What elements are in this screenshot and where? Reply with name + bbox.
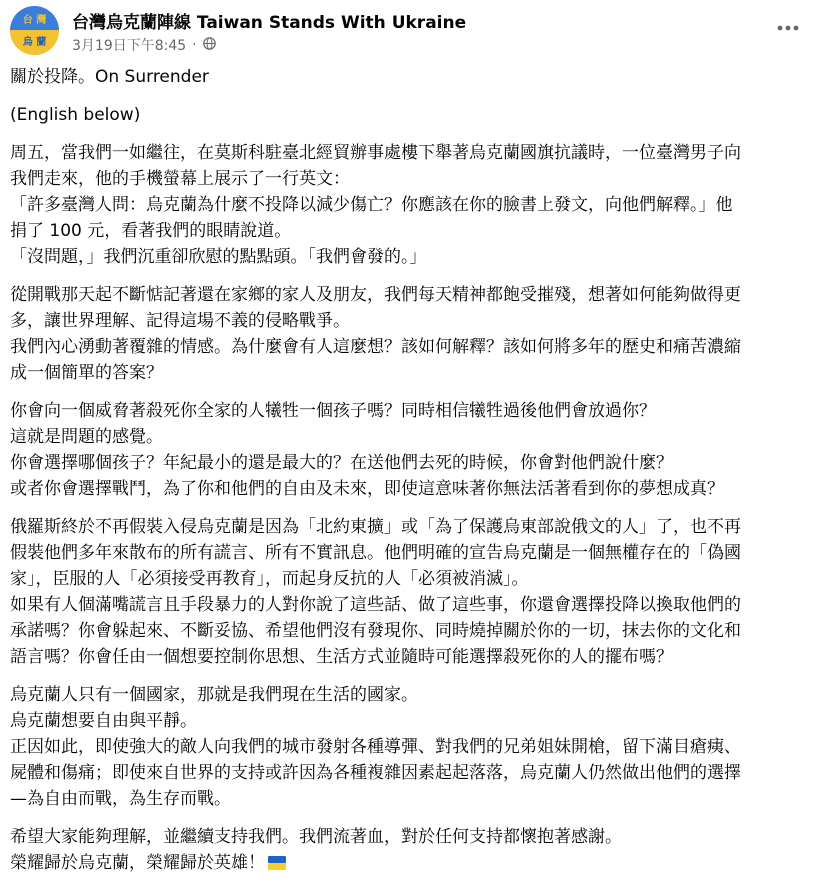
page-avatar[interactable]: [10, 6, 59, 55]
post-text-line: —為自由而戰，為生存而戰。: [10, 789, 231, 809]
post-text-line: 屍體和傷痛；即使來自世界的支持或許因為各種複雜因素起起落落，烏克蘭人仍然做出他們的選擇: [10, 763, 741, 783]
post-paragraph: [10, 64, 816, 90]
post-text-line: 捐了 100 元，看著我們的眼睛說道。: [10, 221, 292, 241]
post-text-line: 周五，當我們一如繼往，在莫斯科駐臺北經貿辦事處樓下舉著烏克蘭國旗抗議時，一位臺灣男子向: [10, 143, 741, 163]
post-text-line: 正因如此，即使強大的敵人向我們的城市發射各種導彈、對我們的兄弟姐妹開槍，留下滿目瘡痍、: [10, 737, 741, 757]
post-text-line: 多，讓世界理解、記得這場不義的侵略戰爭。: [10, 311, 350, 331]
post-text-line: 家」，臣服的人「必須接受再教育」，而起身反抗的人「必須被消滅」。: [10, 569, 529, 589]
post-text-line: 成一個簡單的答案？: [10, 363, 163, 383]
post-meta: [72, 35, 216, 55]
post-body: [10, 64, 816, 891]
post-text-line-with-flag: [10, 850, 816, 879]
post-text-line: 榮耀歸於烏克蘭，榮耀歸於英雄！: [10, 853, 265, 873]
post-text-line: 烏克蘭想要自由與平靜。: [10, 711, 197, 731]
post-text-line: 如果有人個滿嘴謊言且手段暴力的人對你說了這些話、做了這些事，你還會選擇投降以換取他們的: [10, 595, 741, 615]
post-text-line: 俄羅斯終於不再假裝入侵烏克蘭是因為「北約東擴」或「為了保護烏東部說俄文的人」了，也不再: [10, 517, 741, 537]
post-text-line: 從開戰那天起不斷惦記著還在家鄉的家人及朋友，我們每天精神都飽受摧殘，想著如何能夠做得更: [10, 285, 741, 305]
globe-icon[interactable]: [203, 37, 216, 54]
more-options-icon: [777, 25, 799, 31]
post-text-line: 我們走來，他的手機螢幕上展示了一行英文：: [10, 169, 350, 189]
post-paragraph: [10, 824, 816, 879]
post-timestamp[interactable]: 3月19日下午8:45: [72, 38, 187, 54]
post-text-line: 這就是問題的感覺。: [10, 427, 163, 447]
post-header: [10, 6, 812, 58]
avatar-bottom-text: 烏 蘭: [22, 37, 47, 48]
page-name-link[interactable]: 台灣烏克蘭陣線 Taiwan Stands With Ukraine: [72, 13, 467, 33]
post-text-line: 烏克蘭人只有一個國家，那就是我們現在生活的國家。: [10, 685, 418, 705]
post-text-line: 你會向一個威脅著殺死你全家的人犧牲一個孩子嗎？同時相信犧牲過後他們會放過你？: [10, 401, 656, 421]
post-paragraph: [10, 398, 816, 502]
post-text-line: 承諾嗎？你會躲起來、不斷妥協、希望他們沒有發現你、同時燒掉關於你的一切，抹去你的文化和: [10, 621, 741, 641]
post-paragraph: [10, 140, 816, 270]
post-text-line: 語言嗎？你會任由一個想要控制你思想、生活方式並隨時可能選擇殺死你的人的擺布嗎？: [10, 647, 673, 667]
post-paragraph: [10, 514, 816, 670]
post-text-line: (English below): [10, 105, 141, 125]
post-paragraph: [10, 682, 816, 812]
more-options-button[interactable]: [770, 10, 806, 46]
post-text-line: 我們內心湧動著覆雜的情感。為什麼會有人這麼想？該如何解釋？該如何將多年的歷史和痛苦濃縮: [10, 337, 741, 357]
avatar-top-text: 台 灣: [22, 15, 47, 26]
post-text-line: 或者你會選擇戰鬥，為了你和他們的自由及未來，即使這意味著你無法活著看到你的夢想成真？: [10, 479, 724, 499]
post-text-line: 假裝他們多年來散布的所有謊言、所有不實訊息。他們明確的宣告烏克蘭是一個無權存在的「偽國: [10, 543, 741, 563]
post-text-line: 希望大家能夠理解，並繼續支持我們。我們流著血，對於任何支持都懷抱著感謝。: [10, 827, 622, 847]
post-text-line: 你會選擇哪個孩子？年紀最小的還是最大的？在送他們去死的時候，你會對他們說什麼？: [10, 453, 673, 473]
post-text-line: 「沒問題，」我們沉重卻欣慰的點點頭。「我們會發的。」: [10, 247, 427, 267]
post-text-line: 關於投降。On Surrender: [10, 67, 209, 87]
post-paragraph: [10, 282, 816, 386]
ukraine-flag-icon: [268, 853, 286, 879]
post-paragraph: [10, 102, 816, 128]
meta-separator: ·: [192, 37, 197, 53]
post-text-line: 「許多臺灣人問：烏克蘭為什麼不投降以減少傷亡？你應該在你的臉書上發文，向他們解釋。」他: [10, 195, 733, 215]
page-logo-icon: [10, 6, 59, 55]
